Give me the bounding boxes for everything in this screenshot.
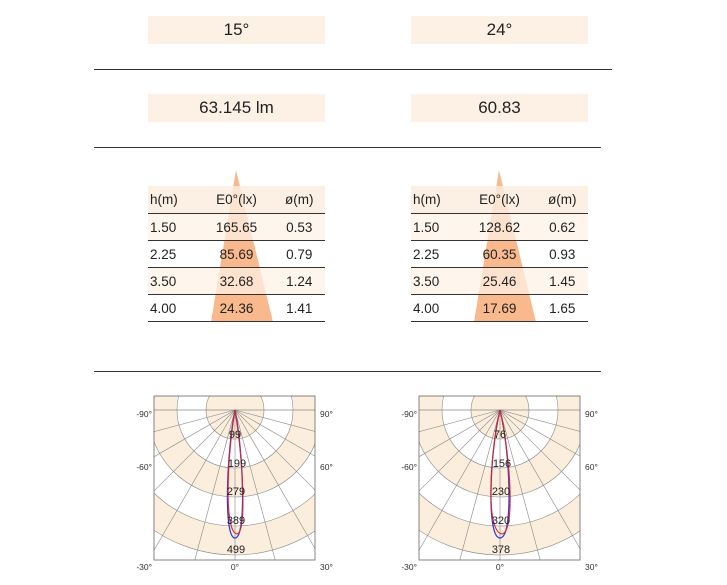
cell-diameter: 1.41 <box>274 295 325 322</box>
table-row <box>411 214 588 241</box>
polar-diagram-right <box>395 392 598 582</box>
table-row <box>148 295 325 322</box>
angle-label: -60° <box>401 462 417 472</box>
col-header-illuminance: E0°(lx) <box>462 186 536 214</box>
polar-diagram-graphic <box>395 392 598 582</box>
angle-label: 0° <box>230 562 240 572</box>
table-row <box>148 268 325 295</box>
angle-label: -90° <box>401 409 417 419</box>
cell-illuminance: 32.68 <box>199 268 273 295</box>
angle-label: 90° <box>585 409 598 419</box>
angle-label: 60° <box>585 462 598 472</box>
col-header-height: h(m) <box>411 186 462 214</box>
beam-angle-box-right <box>411 16 588 44</box>
angle-label: -90° <box>136 409 152 419</box>
ring-value-label: 320 <box>491 515 511 527</box>
cell-illuminance: 24.36 <box>199 295 273 322</box>
polar-diagram-left <box>130 392 333 582</box>
ring-value-label: 230 <box>491 486 511 498</box>
cell-diameter: 1.65 <box>537 295 588 322</box>
cell-height: 1.50 <box>148 214 199 241</box>
ring-value-label: 76 <box>493 429 507 441</box>
angle-label: -30° <box>136 562 152 572</box>
table-row <box>148 241 325 268</box>
ring-value-label: 378 <box>491 544 511 556</box>
cell-diameter: 0.53 <box>274 214 325 241</box>
table-row <box>411 268 588 295</box>
polar-diagram-graphic <box>130 392 333 582</box>
cell-illuminance: 85.69 <box>199 241 273 268</box>
col-header-diameter: ø(m) <box>274 186 325 214</box>
table-row <box>411 295 588 322</box>
flux-value: 60.83 <box>478 98 521 117</box>
flux-value: 63.145 lm <box>199 98 274 117</box>
table-row <box>148 214 325 241</box>
cell-diameter: 0.93 <box>537 241 588 268</box>
ring-value-label: 279 <box>226 486 246 498</box>
cell-height: 3.50 <box>411 268 462 295</box>
cell-height: 4.00 <box>411 295 462 322</box>
cell-height: 2.25 <box>148 241 199 268</box>
table-row <box>411 241 588 268</box>
beam-angle-value: 15° <box>223 20 250 39</box>
col-header-diameter: ø(m) <box>537 186 588 214</box>
cell-illuminance: 165.65 <box>199 214 273 241</box>
angle-label: 30° <box>320 562 333 572</box>
cell-illuminance: 128.62 <box>462 214 536 241</box>
cell-height: 1.50 <box>411 214 462 241</box>
ring-value-label: 156 <box>492 458 512 470</box>
ring-value-label: 199 <box>227 458 247 470</box>
cell-illuminance: 17.69 <box>462 295 536 322</box>
ring-value-label: 99 <box>228 429 242 441</box>
cell-height: 3.50 <box>148 268 199 295</box>
ring-value-label: 389 <box>226 515 246 527</box>
angle-label: 90° <box>320 409 333 419</box>
col-header-illuminance: E0°(lx) <box>199 186 273 214</box>
cell-diameter: 0.62 <box>537 214 588 241</box>
beam-angle-value: 24° <box>486 20 513 39</box>
cell-illuminance: 25.46 <box>462 268 536 295</box>
angle-label: 30° <box>585 562 598 572</box>
angle-label: -30° <box>401 562 417 572</box>
col-header-height: h(m) <box>148 186 199 214</box>
cell-diameter: 0.79 <box>274 241 325 268</box>
divider-3 <box>94 371 601 372</box>
cell-diameter: 1.24 <box>274 268 325 295</box>
angle-label: 0° <box>495 562 505 572</box>
flux-box-left <box>148 94 325 122</box>
cell-height: 4.00 <box>148 295 199 322</box>
cell-illuminance: 60.35 <box>462 241 536 268</box>
ring-value-label: 499 <box>226 544 246 556</box>
angle-label: -60° <box>136 462 152 472</box>
flux-box-right <box>411 94 588 122</box>
angle-label: 60° <box>320 462 333 472</box>
cell-diameter: 1.45 <box>537 268 588 295</box>
cell-height: 2.25 <box>411 241 462 268</box>
divider-2 <box>94 147 601 148</box>
divider-1 <box>94 69 612 70</box>
beam-angle-box-left <box>148 16 325 44</box>
